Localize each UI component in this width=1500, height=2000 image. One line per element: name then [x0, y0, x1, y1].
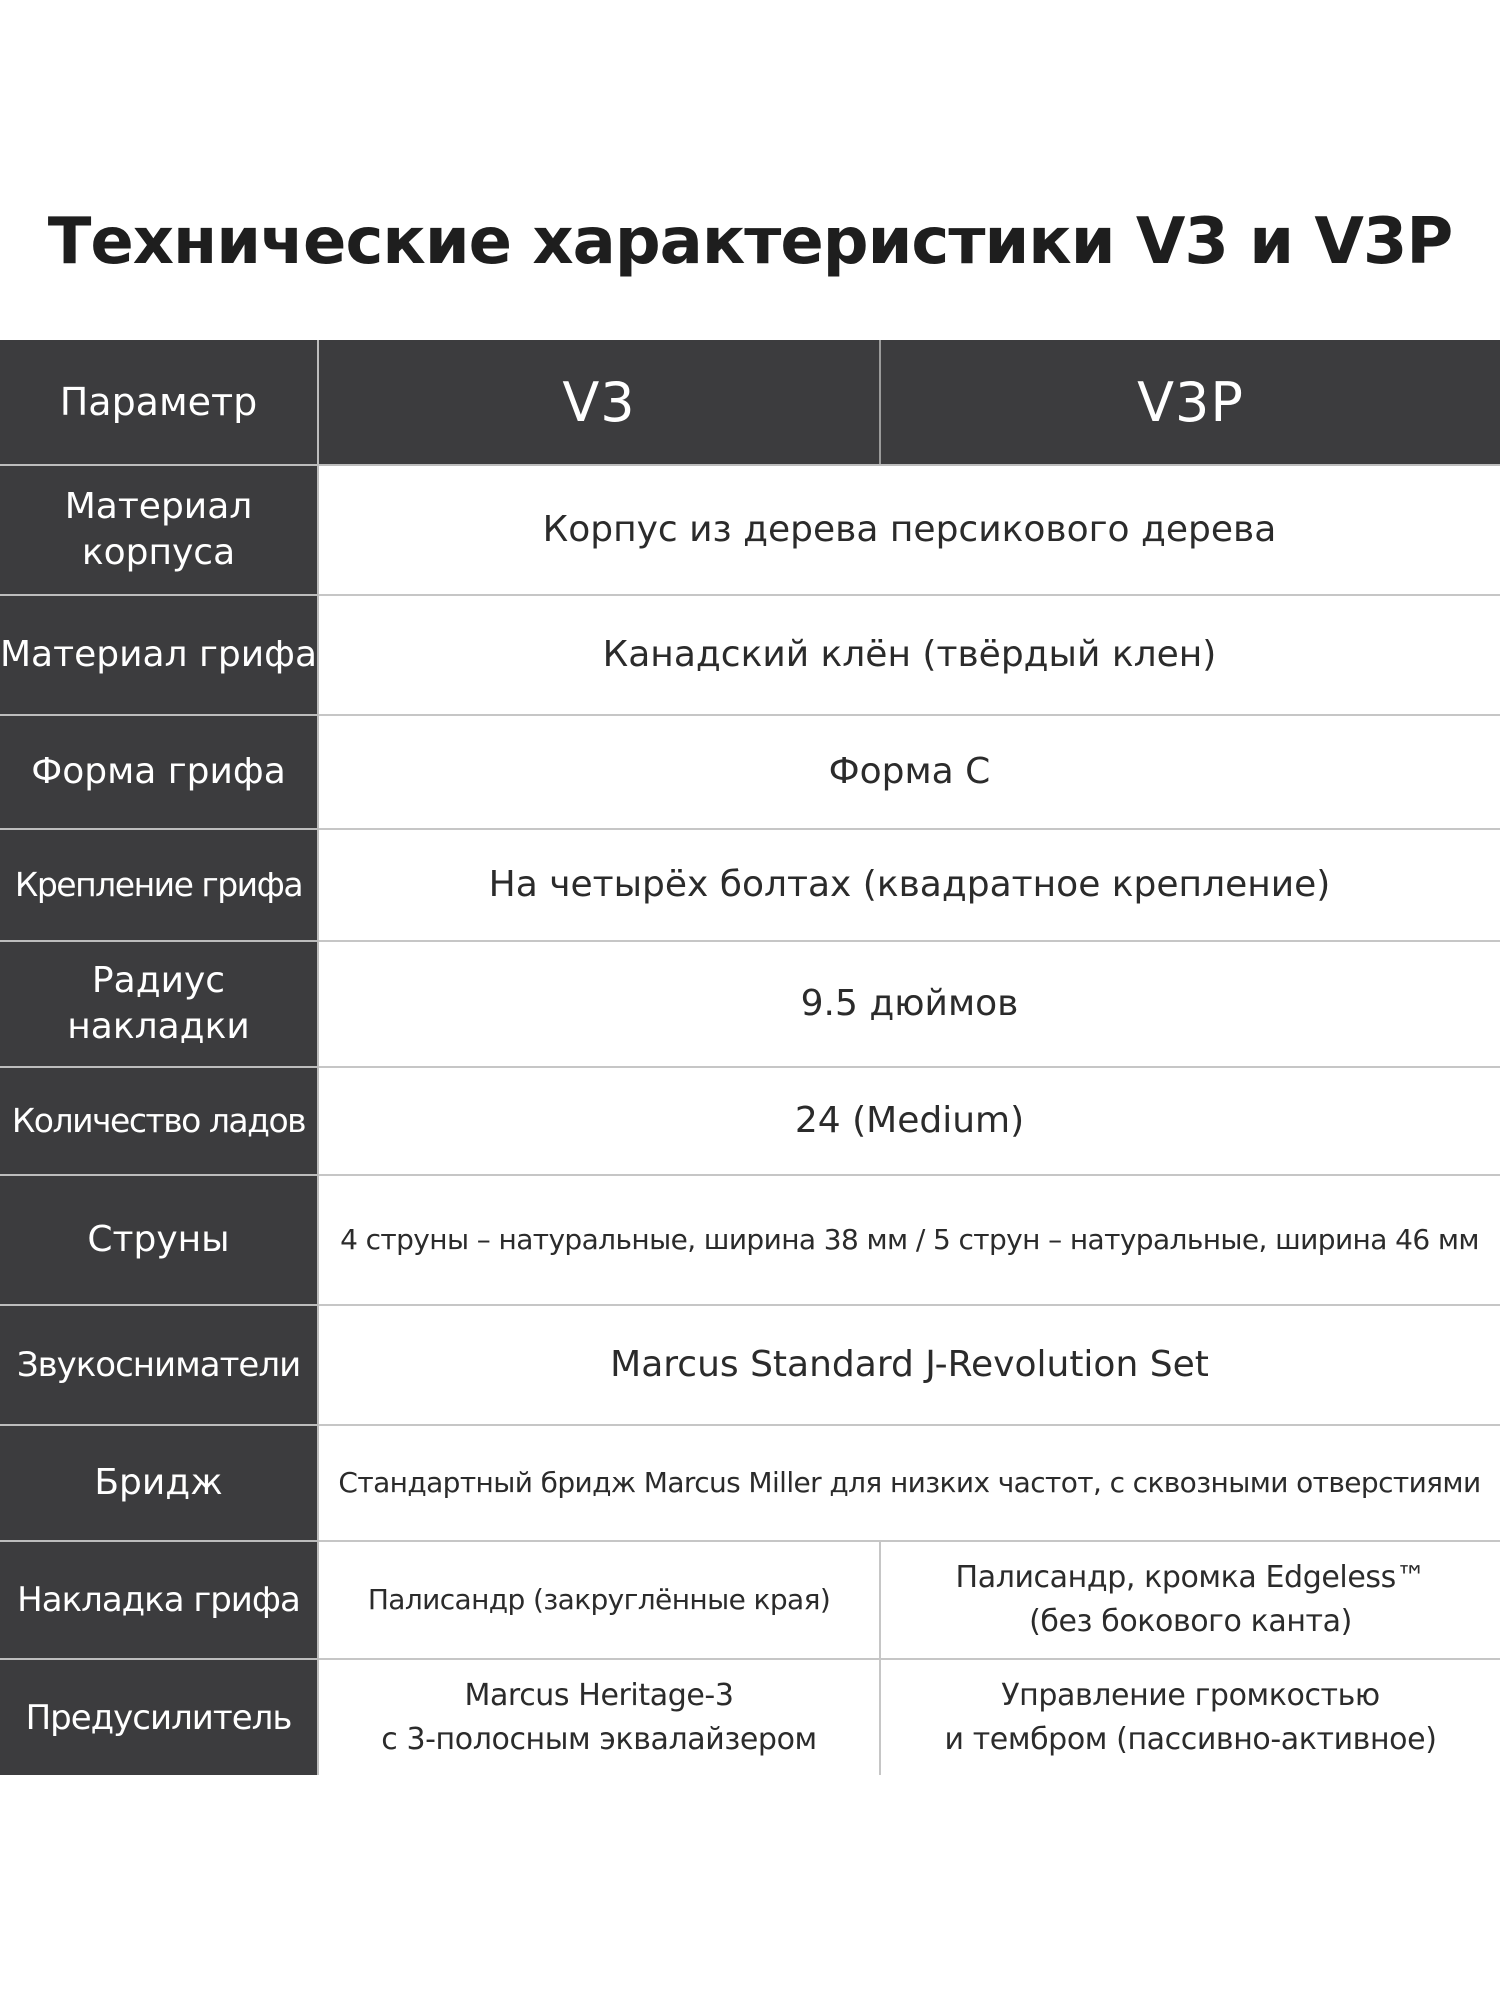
fingerboard-v3p-line2: (без бокового канта) — [1029, 1604, 1352, 1639]
table-row — [0, 941, 1500, 1067]
table-row — [0, 829, 1500, 941]
row-value-neck-joint: На четырёх болтах (квадратное крепление) — [318, 829, 1500, 941]
header-param: Параметр — [0, 340, 318, 465]
row-label-preamp: Предусилитель — [0, 1659, 318, 1775]
table-row — [0, 465, 1500, 595]
row-label-fingerboard: Накладка грифа — [0, 1541, 318, 1659]
row-label-neck-material: Материал грифа — [0, 595, 318, 715]
row-label-fret-count: Количество ладов — [0, 1067, 318, 1175]
table-row — [0, 595, 1500, 715]
row-label-neck-joint: Крепление грифа — [0, 829, 318, 941]
header-v3p: V3P — [880, 340, 1500, 465]
fingerboard-v3p-line1: Палисандр, кромка Edgeless™ — [955, 1560, 1426, 1595]
table-row — [0, 1305, 1500, 1425]
preamp-v3-line1: Marcus Heritage-3 — [464, 1677, 734, 1713]
spec-table — [0, 340, 1500, 1775]
row-value-fret-count: 24 (Medium) — [318, 1067, 1500, 1175]
preamp-v3p-line2: и тембром (пассивно-активное) — [944, 1721, 1437, 1757]
row-value-neck-material: Канадский клён (твёрдый клен) — [318, 595, 1500, 715]
page-title: Технические характеристики V3 и V3P — [47, 205, 1453, 279]
table-row — [0, 1659, 1500, 1775]
row-label-bridge: Бридж — [0, 1425, 318, 1541]
table-header-row — [0, 340, 1500, 465]
preamp-v3p-line1: Управление громкостью — [1001, 1677, 1380, 1713]
table-row — [0, 1541, 1500, 1659]
row-value-body-material: Корпус из дерева персикового дерева — [318, 465, 1500, 595]
row-value-bridge: Стандартный бридж Marcus Miller для низких частот, с сквозными отверстиями — [318, 1425, 1500, 1541]
row-label-pickups: Звукосниматели — [0, 1305, 318, 1425]
table-row — [0, 1425, 1500, 1541]
preamp-v3-line2: с 3-полосным эквалайзером — [381, 1721, 817, 1757]
row-label-body-material: Материал корпуса — [0, 465, 318, 595]
row-value-fingerboard-radius: 9.5 дюймов — [318, 941, 1500, 1067]
row-value-preamp-v3p — [880, 1659, 1500, 1775]
row-label-fingerboard-radius: Радиус накладки — [0, 941, 318, 1067]
row-value-fingerboard-v3p — [880, 1541, 1500, 1659]
table-row — [0, 1067, 1500, 1175]
table-row — [0, 715, 1500, 829]
row-value-pickups: Marcus Standard J-Revolution Set — [318, 1305, 1500, 1425]
row-label-neck-shape: Форма грифа — [0, 715, 318, 829]
row-value-preamp-v3 — [318, 1659, 880, 1775]
header-v3: V3 — [318, 340, 880, 465]
row-value-neck-shape: Форма C — [318, 715, 1500, 829]
table-row — [0, 1175, 1500, 1305]
row-value-fingerboard-v3: Палисандр (закруглённые края) — [318, 1541, 880, 1659]
row-value-strings: 4 струны – натуральные, ширина 38 мм / 5 струн – натуральные, ширина 46 мм — [318, 1175, 1500, 1305]
row-label-strings: Струны — [0, 1175, 318, 1305]
